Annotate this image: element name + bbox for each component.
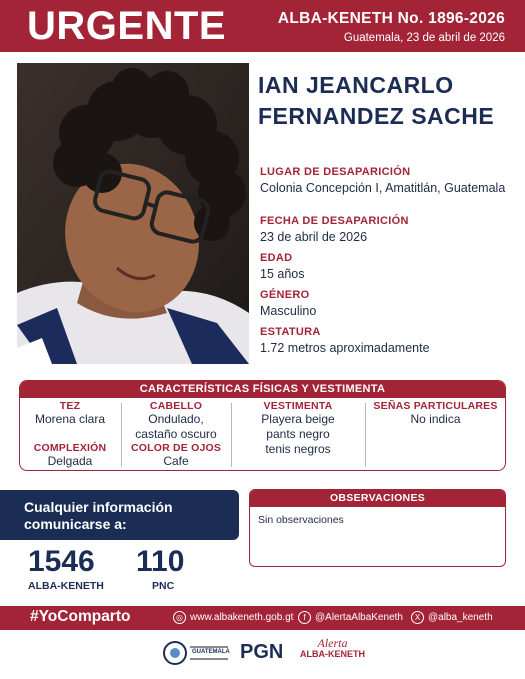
fecha-value: 23 de abril de 2026 (260, 230, 368, 244)
cabello-label: CABELLO (149, 400, 203, 412)
alerta-logo-line2: ALBA-KENETH (300, 649, 365, 659)
phone-alba-keneth-label: ALBA-KENETH (28, 580, 104, 592)
alerta-alba-keneth-logo (300, 638, 365, 660)
header-banner (0, 0, 525, 52)
phone-pnc-label: PNC (152, 580, 175, 592)
person-name-line1: IAN JEANCARLO (258, 72, 454, 98)
info-fecha (260, 215, 409, 244)
lugar-label: LUGAR DE DESAPARICIÓN (260, 166, 411, 178)
genero-value: Masculino (260, 304, 317, 318)
case-number: ALBA-KENETH No. 1896-2026 (277, 10, 505, 27)
facebook-icon: f (298, 611, 311, 624)
col-tez (20, 400, 120, 469)
ojos-label: COLOR DE OJOS (130, 442, 222, 454)
vestimenta-label: VESTIMENTA (263, 400, 333, 412)
observations-box (249, 489, 506, 567)
hashtag: #YoComparto (30, 608, 131, 625)
senas-label: SEÑAS PARTICULARES (373, 400, 498, 412)
characteristics-box (19, 380, 506, 471)
observations-title: OBSERVACIONES (250, 490, 505, 507)
characteristics-title: CARACTERÍSTICAS FÍSICAS Y VESTIMENTA (20, 381, 505, 398)
contact-text (24, 499, 234, 533)
complexion-label: COMPLEXIÓN (33, 442, 107, 454)
tez-label: TEZ (59, 400, 81, 412)
facebook-text: @AlertaAlbaKeneth (315, 612, 403, 623)
edad-label: EDAD (260, 252, 293, 264)
footer-bar (0, 606, 525, 630)
person-name (258, 70, 518, 132)
person-name-line2: FERNANDEZ SACHE (258, 103, 495, 129)
x-icon: X (411, 611, 424, 624)
phone-pnc[interactable]: 110 (136, 545, 185, 578)
vestimenta-value-3: tenis negros (265, 442, 331, 456)
contact-text-line1: Cualquier información (24, 499, 173, 515)
senas-value: No indica (410, 412, 461, 426)
phone-alba-keneth[interactable]: 1546 (28, 545, 95, 578)
missing-person-photo (17, 63, 249, 364)
info-edad (260, 252, 304, 281)
urgent-title: URGENTE (27, 4, 227, 48)
observations-text: Sin observaciones (258, 514, 344, 526)
col-cabello (122, 400, 230, 469)
alerta-logo-line1: Alerta (317, 636, 348, 650)
website-text: www.albakeneth.gob.gt (190, 612, 294, 623)
info-genero (260, 289, 316, 318)
complexion-value: Delgada (47, 454, 93, 468)
info-lugar (260, 166, 505, 195)
globe-icon: ◎ (173, 611, 186, 624)
cabello-value-2: castaño oscuro (135, 427, 217, 441)
fecha-label: FECHA DE DESAPARICIÓN (260, 215, 409, 227)
cabello-value-1: Ondulado, (148, 412, 204, 426)
estatura-label: ESTATURA (260, 326, 321, 338)
vestimenta-value-2: pants negro (266, 427, 330, 441)
info-estatura (260, 326, 430, 355)
ojos-value: Cafe (163, 454, 189, 468)
pgn-logo: PGN (240, 641, 284, 663)
guatemala-logo (162, 638, 232, 673)
facebook-link[interactable] (298, 611, 403, 624)
tez-value: Morena clara (34, 412, 106, 426)
website-link[interactable] (173, 611, 293, 624)
edad-value: 15 años (260, 267, 305, 281)
col-vestimenta (232, 400, 364, 457)
guatemala-logo-text: GUATEMALA (192, 649, 230, 655)
estatura-value: 1.72 metros aproximadamente (260, 341, 430, 355)
lugar-value: Colonia Concepción I, Amatitlán, Guatemala (260, 181, 506, 195)
x-link[interactable] (411, 611, 493, 624)
genero-label: GÉNERO (260, 289, 310, 301)
location-date: Guatemala, 23 de abril de 2026 (343, 32, 505, 44)
contact-text-line2: comunicarse a: (24, 516, 127, 532)
col-senas (366, 400, 505, 427)
vestimenta-value-1: Playera beige (261, 412, 335, 426)
x-text: @alba_keneth (428, 612, 493, 623)
